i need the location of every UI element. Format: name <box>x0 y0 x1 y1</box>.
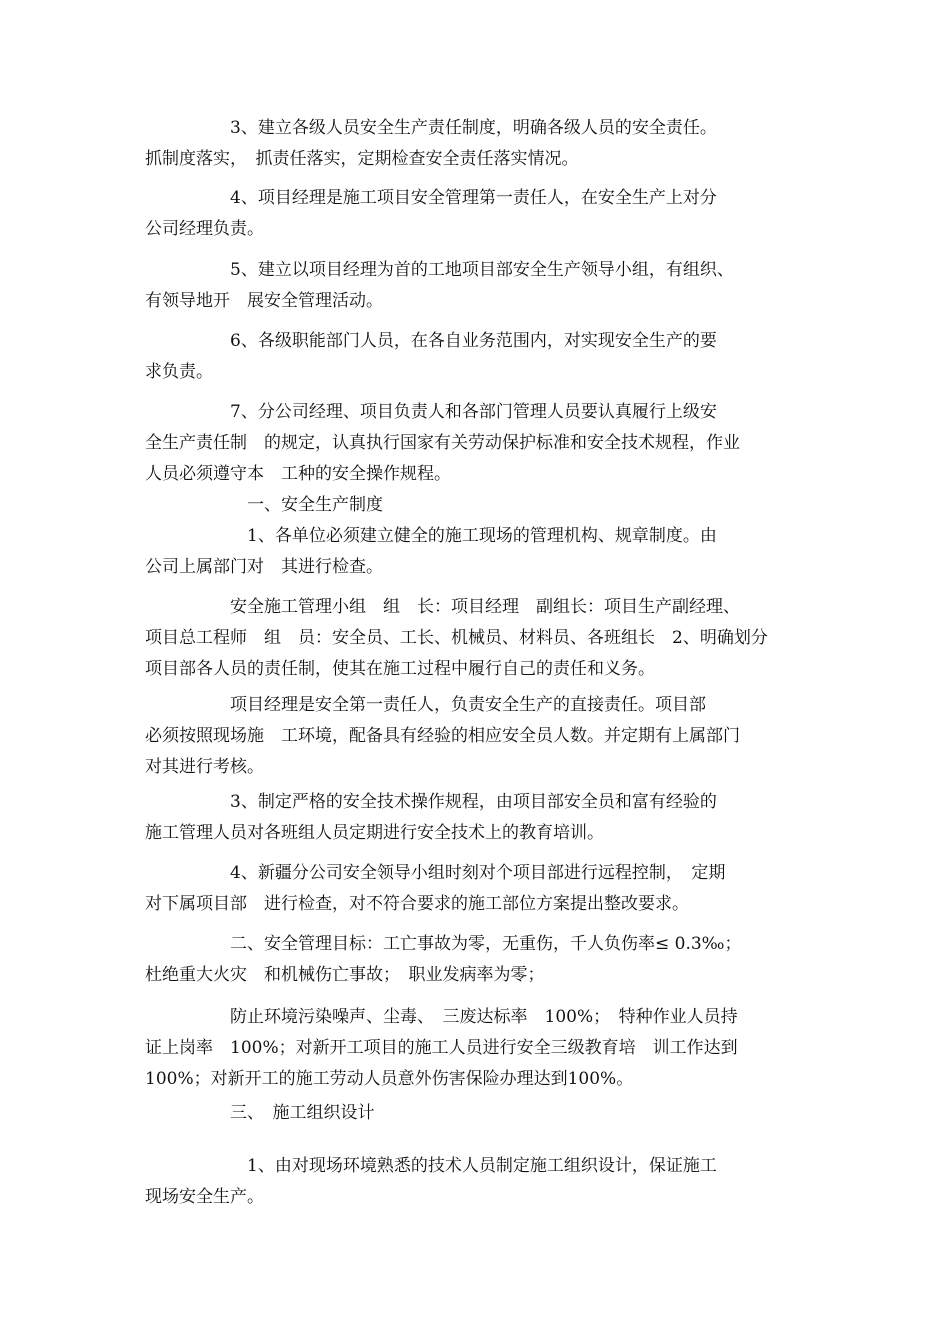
paragraph-responsibility-system <box>145 113 810 175</box>
paragraph-functional-departments <box>145 326 810 388</box>
text-line: 全生产责任制 的规定，认真执行国家有关劳动保护标准和安全技术规程，作业 <box>145 433 740 453</box>
text-line: 1、各单位必须建立健全的施工现场的管理机构、规章制度。由 <box>145 526 717 546</box>
text-line: 抓制度落实， 抓责任落实，定期检查安全责任落实情况。 <box>145 149 579 169</box>
text-line: 6、各级职能部门人员，在各自业务范围内，对实现安全生产的要 <box>145 331 717 351</box>
paragraph-safety-group <box>145 592 810 685</box>
text-line: 5、建立以项目经理为首的工地项目部安全生产领导小组，有组织、 <box>145 260 734 280</box>
paragraph-leading-group <box>145 255 810 317</box>
text-line: 项目部各人员的责任制，使其在施工过程中履行自己的责任和义务。 <box>145 659 655 679</box>
text-line: 100%；对新开工的施工劳动人员意外伤害保险办理达到100%。 <box>145 1069 634 1089</box>
text-line: 有领导地开 展安全管理活动。 <box>145 291 383 311</box>
text-line: 杜绝重大火灾 和机械伤亡事故； 职业发病率为零； <box>145 965 545 985</box>
paragraph-environment-targets <box>145 1002 810 1095</box>
text-line: 4、项目经理是施工项目安全管理第一责任人，在安全生产上对分 <box>145 188 717 208</box>
paragraph-first-responsible <box>145 690 810 783</box>
paragraph-remote-control <box>145 858 810 920</box>
text-line: 项目总工程师 组 员：安全员、工长、机械员、材料员、各班组长 2、明确划分 <box>145 628 768 648</box>
text-line: 人员必须遵守本 工种的安全操作规程。 <box>145 464 451 484</box>
paragraph-project-manager <box>145 183 810 245</box>
paragraph-management-institutions <box>145 521 810 583</box>
text-line: 3、制定严格的安全技术操作规程，由项目部安全员和富有经验的 <box>145 792 717 812</box>
paragraph-safety-targets <box>145 929 810 991</box>
text-line: 施工管理人员对各班组人员定期进行安全技术上的教育培训。 <box>145 823 604 843</box>
section-heading-safety-system: 一、安全生产制度 <box>145 495 383 515</box>
paragraph-operating-rules <box>145 787 810 849</box>
text-line: 防止环境污染噪声、尘毒、 三废达标率 100%； 特种作业人员持 <box>145 1007 738 1027</box>
text-line: 项目经理是安全第一责任人，负责安全生产的直接责任。项目部 <box>145 695 706 715</box>
text-line: 二、安全管理目标：工亡事故为零，无重伤，千人负伤率≤ 0.3‰； <box>145 934 742 954</box>
text-line: 公司经理负责。 <box>145 219 264 239</box>
text-line: 对下属项目部 进行检查，对不符合要求的施工部位方案提出整改要求。 <box>145 894 689 914</box>
text-line: 7、分公司经理、项目负责人和各部门管理人员要认真履行上级安 <box>145 402 717 422</box>
text-line: 1、由对现场环境熟悉的技术人员制定施工组织设计，保证施工 <box>145 1156 717 1176</box>
section-heading-construction-design <box>145 1098 810 1129</box>
text-line: 安全施工管理小组 组 长：项目经理 副组长：项目生产副经理、 <box>145 597 740 617</box>
text-line: 对其进行考核。 <box>145 757 264 777</box>
paragraph-construction-design <box>145 1151 810 1213</box>
paragraph-branch-managers <box>145 397 810 521</box>
text-line: 现场安全生产。 <box>145 1187 264 1207</box>
text-line: 三、 施工组织设计 <box>145 1103 375 1123</box>
text-line: 3、建立各级人员安全生产责任制度，明确各级人员的安全责任。 <box>145 118 717 138</box>
text-line: 必须按照现场施 工环境，配备具有经验的相应安全员人数。并定期有上属部门 <box>145 726 740 746</box>
text-line: 证上岗率 100%；对新开工项目的施工人员进行安全三级教育培 训工作达到 <box>145 1038 738 1058</box>
text-line: 公司上属部门对 其进行检查。 <box>145 557 383 577</box>
text-line: 4、新疆分公司安全领导小组时刻对个项目部进行远程控制， 定期 <box>145 863 726 883</box>
text-line: 求负责。 <box>145 362 213 382</box>
